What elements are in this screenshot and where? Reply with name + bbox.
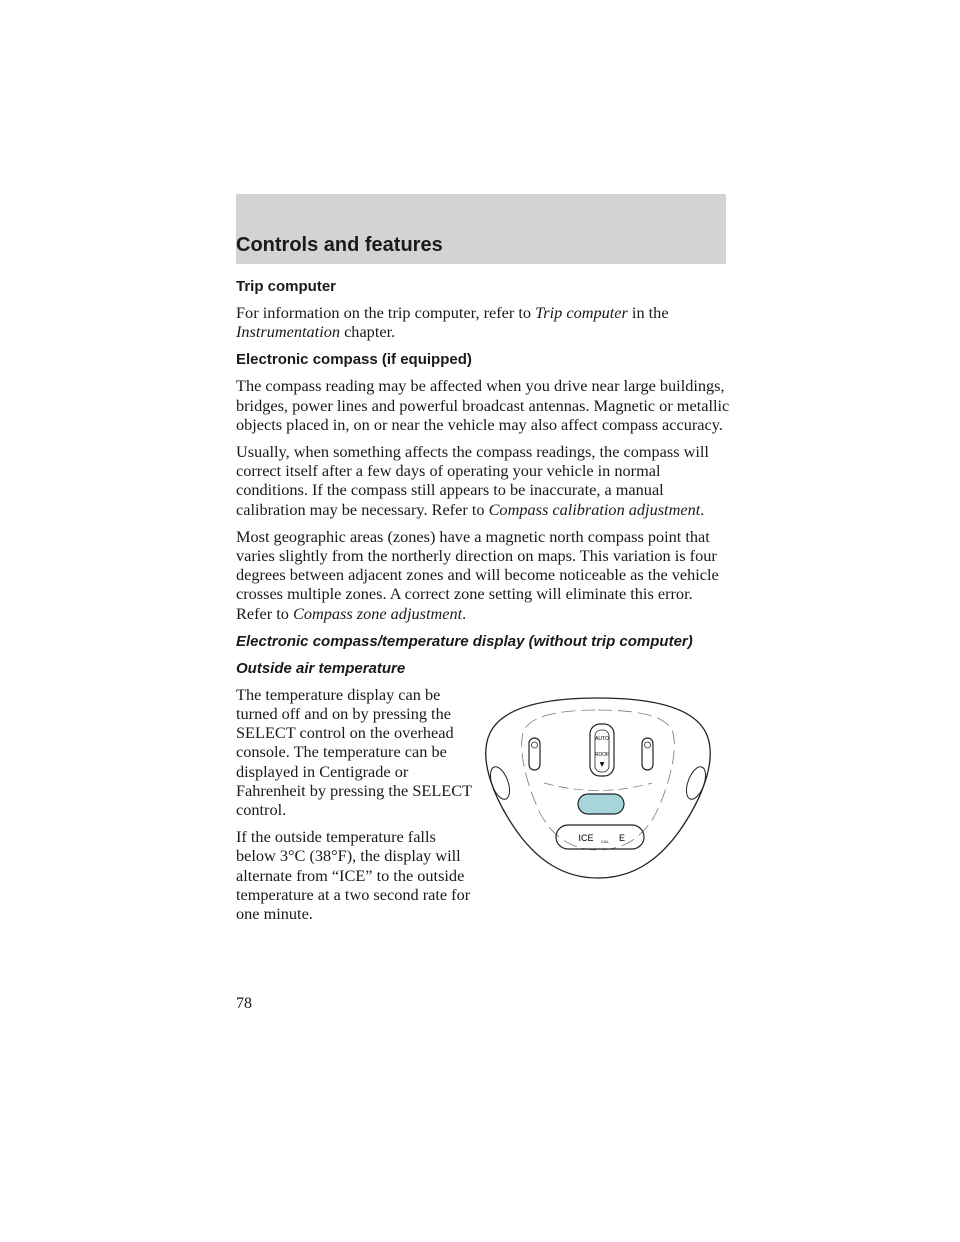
paragraph-trip-computer: [236, 303, 731, 341]
page-section-title: Controls and features: [236, 234, 443, 256]
text-run: in the: [627, 303, 669, 322]
display-ice-text: ICE: [578, 833, 594, 843]
heading-electronic-compass: Electronic compass (if equipped): [236, 351, 472, 369]
heading-trip-computer: Trip computer: [236, 278, 337, 295]
text-run: chapter.: [340, 322, 396, 342]
select-button: [578, 794, 624, 814]
console-outline: [486, 698, 710, 878]
page-number: 78: [236, 995, 252, 1012]
roof-label: ROOF: [594, 752, 610, 758]
text-run: Most geographic areas (zones) have a magnetic north compass point that varies slightly from the northerly direction on maps. This variation is four degrees between adjacent zones and will become noticeable as the vehicle crosses multiple zones. A correct zone setting will eliminate this error. Refer to: [236, 526, 719, 623]
overhead-console-illustration: [478, 688, 718, 888]
text-run: .: [462, 603, 467, 623]
paragraph-compass-2: [236, 442, 731, 519]
italic-reference: Trip computer: [535, 303, 628, 322]
auto-label: AUTO: [595, 736, 609, 742]
paragraph-compass-1: The compass reading may be affected when you drive near large buildings, bridges, power lines and powerful broadcast antennas. Magnetic or metallic objects placed in, on or near the vehicle may also affect compass accuracy.: [236, 376, 730, 434]
heading-compass-temperature-display: Electronic compass/temperature display (without trip computer): [236, 632, 693, 650]
paragraph-temperature-1: The temperature display can be turned off and on by pressing the SELECT control on the overhead console. The temperature can be displayed in Centigrade or Fahrenheit by pressing the SELECT control.: [236, 684, 472, 820]
italic-reference: Instrumentation: [236, 322, 341, 342]
paragraph-temperature-2: If the outside temperature falls below 3°C (38°F), the display will alternate from “ICE” to the outside temperature at a two second rate for one minute.: [236, 827, 471, 924]
subheading-outside-air-temperature: Outside air temperature: [236, 659, 406, 677]
display-direction-text: E: [618, 833, 626, 843]
arrow-down-icon: ▼: [599, 761, 605, 768]
temperature-text-column: [236, 685, 476, 923]
text-run: .: [700, 499, 705, 519]
text-run: For information on the trip computer, refer to: [236, 303, 536, 322]
italic-reference: Compass zone adjustment: [292, 603, 463, 623]
paragraph-compass-3: [236, 527, 731, 623]
overhead-console-drawing: [478, 688, 718, 888]
italic-reference: Compass calibration adjustment: [488, 499, 701, 519]
display-cal-text: CAL: [601, 839, 609, 844]
text-run: Usually, when something affects the compass readings, the compass will correct itself after a few days of operating your vehicle in normal conditions. If the compass still appears to be inaccurate, a manual calibration may be necessary. Refer to: [236, 442, 709, 519]
